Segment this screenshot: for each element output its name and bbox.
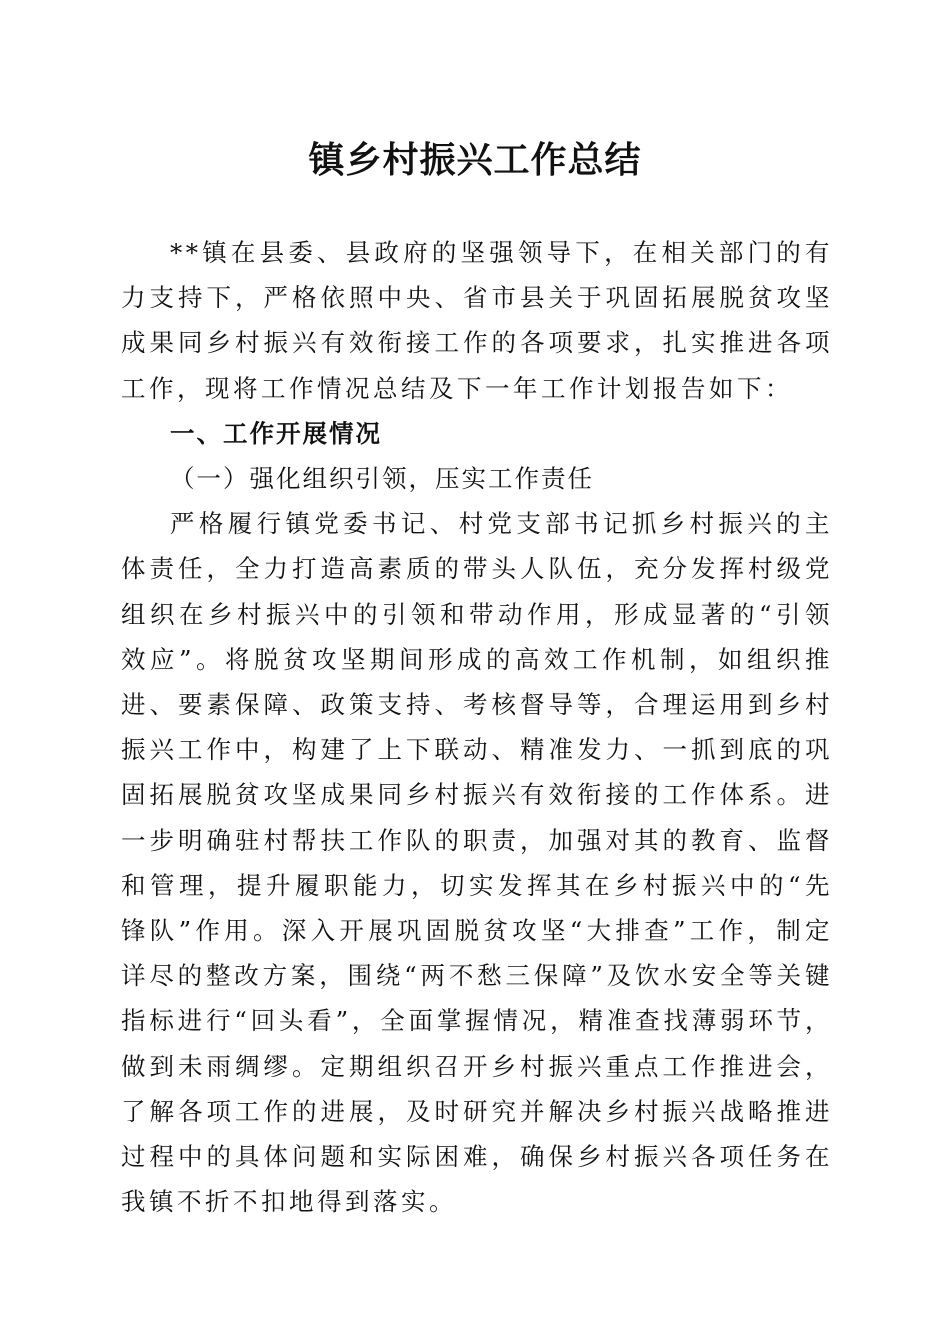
subsection-paragraph: 严格履行镇党委书记、村党支部书记抓乡村振兴的主体责任，全力打造高素质的带头人队伍，充分发挥村级党组织在乡村振兴中的引领和带动作用，形成显著的“引领效应”。将脱贫攻坚期间形成的高效工作机制，如组织推进、要素保障、政策支持、考核督导等，合理运用到乡村振兴工作中，构建了上下联动、精准发力、一抓到底的巩固拓展脱贫攻坚成果同乡村振兴有效衔接的工作体系。进一步明确驻村帮扶工作队的职责，加强对其的教育、监督和管理，提升履职能力，切实发挥其在乡村振兴中的“先锋队”作用。深入开展巩固脱贫攻坚“大排查”工作，制定详尽的整改方案，围绕“两不愁三保障”及饮水安全等关键指标进行“回头看”，全面掌握情况，精准查找薄弱环节，做到未雨绸缪。定期组织召开乡村振兴重点工作推进会，了解各项工作的进展，及时研究并解决乡村振兴战略推进过程中的具体问题和实际困难，确保乡村振兴各项任务在我镇不折不扣地得到落实。 — [121, 509, 833, 1217]
intro-paragraph: **镇在县委、县政府的坚强领导下，在相关部门的有力支持下，严格依照中央、省市县关于巩固拓展脱贫攻坚成果同乡村振兴有效衔接工作的各项要求，扎实推进各项工作，现将工作情况总结及下一年工作计划报告如下： — [121, 238, 833, 403]
subsection-heading: （一）强化组织引领，压实工作责任 — [170, 464, 594, 494]
document-title: 镇乡村振兴工作总结 — [308, 139, 642, 181]
section-heading: 一、工作开展情况 — [170, 418, 382, 448]
document-body — [121, 230, 833, 1224]
